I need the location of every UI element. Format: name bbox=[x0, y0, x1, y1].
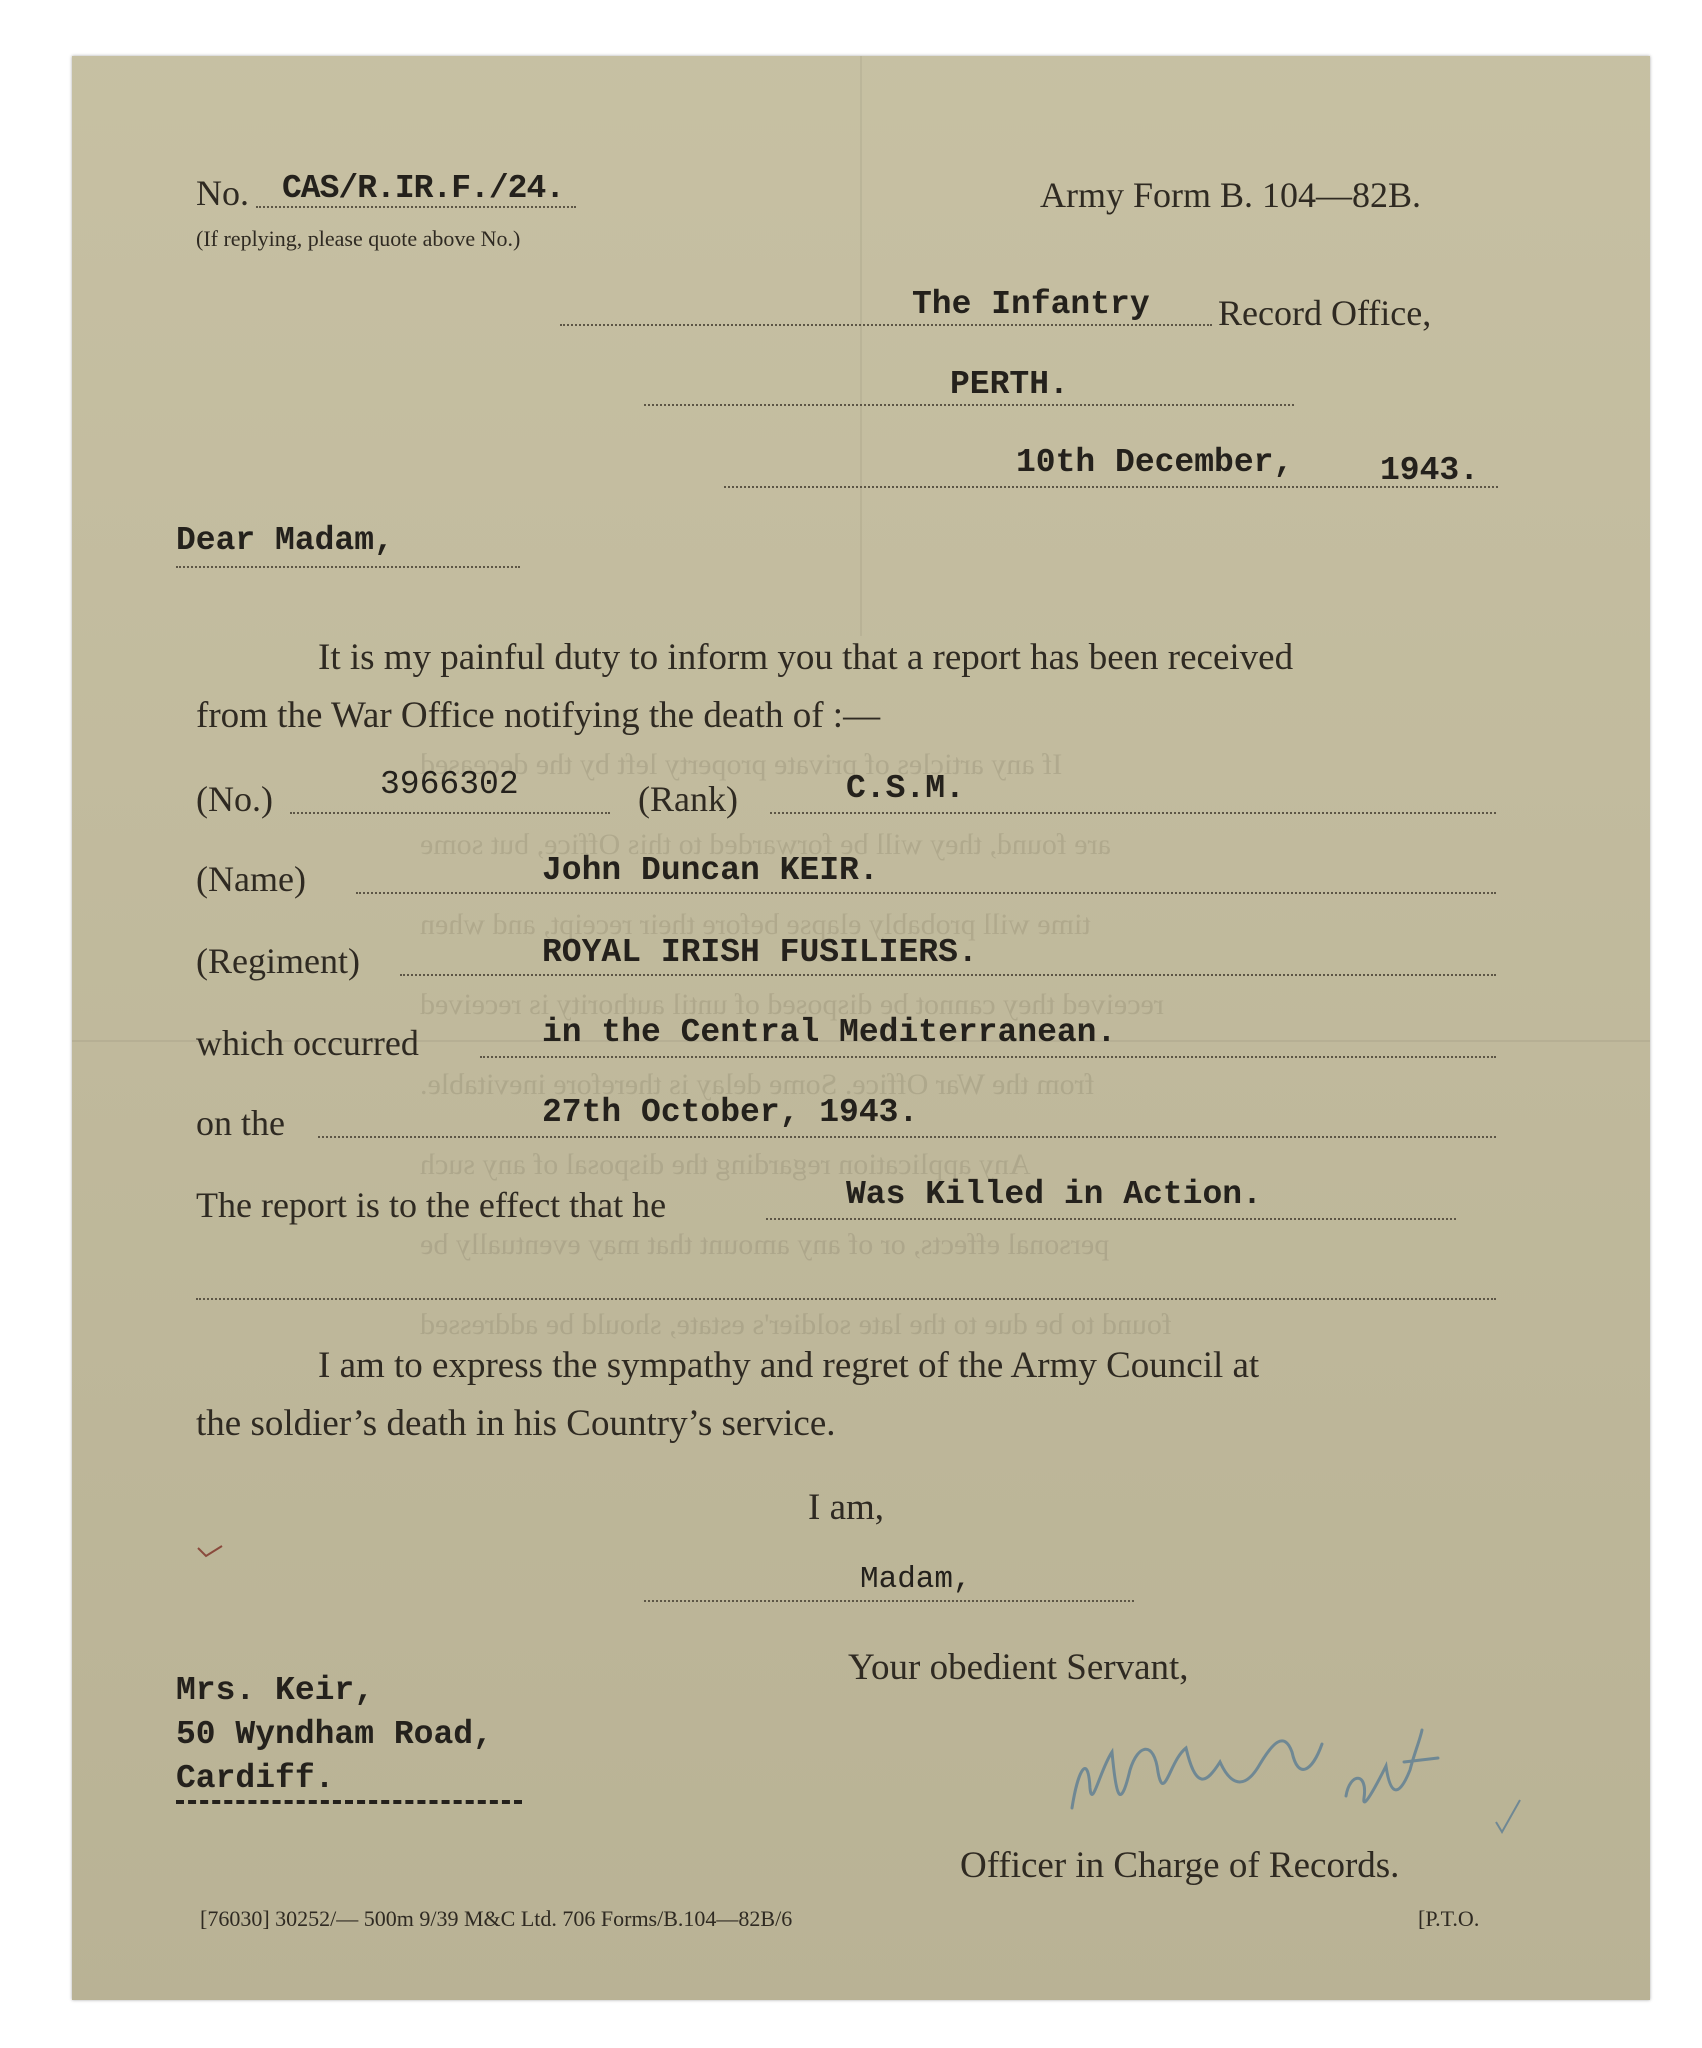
salutation: Dear Madam, bbox=[176, 522, 394, 559]
field-on-the-label: on the bbox=[196, 1103, 285, 1143]
field-on-the-rule bbox=[318, 1136, 1496, 1138]
sympathy-line-1: I am to express the sympathy and regret of the Army Council at bbox=[318, 1345, 1260, 1386]
salutation-rule bbox=[176, 566, 520, 568]
reply-note: (If replying, please quote above No.) bbox=[196, 226, 521, 251]
address-line-1: Mrs. Keir, bbox=[176, 1672, 375, 1709]
field-regiment-label: (Regiment) bbox=[196, 941, 360, 981]
office-name-typed: The Infantry bbox=[912, 286, 1150, 323]
field-no-rule bbox=[290, 812, 610, 814]
reference-no-label: No. bbox=[196, 173, 249, 213]
field-report-value: Was Killed in Action. bbox=[846, 1176, 1262, 1213]
footer-pto: [P.T.O. bbox=[1418, 1906, 1480, 1931]
field-on-the-value: 27th October, 1943. bbox=[542, 1094, 919, 1131]
office-name-rule bbox=[560, 324, 1212, 326]
intro-line-1: It is my painful duty to inform you that a report has been received bbox=[318, 637, 1294, 678]
office-name-printed: Record Office, bbox=[1218, 293, 1432, 333]
closing-madam-rule bbox=[644, 1600, 1134, 1602]
reverse-show-through: If any articles of private property left by the deceased bbox=[420, 748, 1063, 781]
tick-mark-icon bbox=[196, 1540, 226, 1564]
footer-print-code: [76030] 30252/— 500m 9/39 M&C Ltd. 706 Forms/B.104—82B/6 bbox=[200, 1906, 793, 1931]
field-regiment-rule bbox=[400, 974, 1496, 976]
field-name-value: John Duncan KEIR. bbox=[542, 852, 879, 889]
reverse-show-through: found to be due to the late soldier's estate, should be addressed bbox=[420, 1308, 1172, 1341]
field-report-extra-rule bbox=[196, 1298, 1496, 1300]
field-occurred-value: in the Central Mediterranean. bbox=[542, 1014, 1117, 1051]
field-no-value: 3966302 bbox=[380, 766, 519, 803]
reverse-show-through: received they cannot be disposed of until authority is received bbox=[420, 988, 1164, 1021]
field-occurred-rule bbox=[480, 1056, 1496, 1058]
closing-servant: Your obedient Servant, bbox=[848, 1647, 1189, 1688]
form-number: Army Form B. 104—82B. bbox=[1040, 175, 1422, 215]
field-name-rule bbox=[356, 892, 1496, 894]
field-report-rule bbox=[766, 1218, 1456, 1220]
address-underline bbox=[176, 1800, 522, 1804]
reverse-show-through: from the War Office. Some delay is therefore inevitable. bbox=[420, 1068, 1095, 1101]
reverse-show-through: personal effects, or of any amount that may eventually be bbox=[420, 1228, 1110, 1261]
intro-line-2: from the War Office notifying the death of :— bbox=[196, 695, 881, 736]
field-report-label: The report is to the effect that he bbox=[196, 1185, 667, 1225]
field-regiment-value: ROYAL IRISH FUSILIERS. bbox=[542, 934, 978, 971]
reverse-show-through: are found, they will be forwarded to this Office, but some bbox=[420, 828, 1111, 861]
fold-crease-vertical bbox=[860, 56, 862, 636]
office-place-rule bbox=[644, 404, 1294, 406]
closing-i-am: I am, bbox=[808, 1487, 885, 1528]
closing-officer: Officer in Charge of Records. bbox=[960, 1845, 1400, 1886]
letter-year: 1943. bbox=[1380, 452, 1480, 489]
field-rank-label: (Rank) bbox=[638, 779, 738, 819]
address-line-3: Cardiff. bbox=[176, 1760, 335, 1797]
letter-date: 10th December, bbox=[1016, 444, 1294, 481]
officer-signature bbox=[1060, 1700, 1460, 1840]
office-place: PERTH. bbox=[950, 366, 1069, 403]
field-name-label: (Name) bbox=[196, 859, 306, 899]
reverse-show-through: Any application regarding the disposal of any such bbox=[420, 1148, 1031, 1181]
field-occurred-label: which occurred bbox=[196, 1023, 419, 1063]
address-line-2: 50 Wyndham Road, bbox=[176, 1716, 493, 1753]
reference-no-value: CAS/R.IR.F./24. bbox=[282, 170, 565, 207]
sympathy-line-2: the soldier’s death in his Country’s service. bbox=[196, 1403, 836, 1444]
closing-madam: Madam, bbox=[860, 1562, 972, 1597]
reverse-show-through: time will probably elapse before their receipt, and when bbox=[420, 908, 1091, 941]
field-rank-rule bbox=[770, 812, 1496, 814]
field-rank-value: C.S.M. bbox=[846, 770, 965, 807]
tick-mark-icon bbox=[1494, 1796, 1524, 1836]
field-no-label: (No.) bbox=[196, 779, 273, 819]
